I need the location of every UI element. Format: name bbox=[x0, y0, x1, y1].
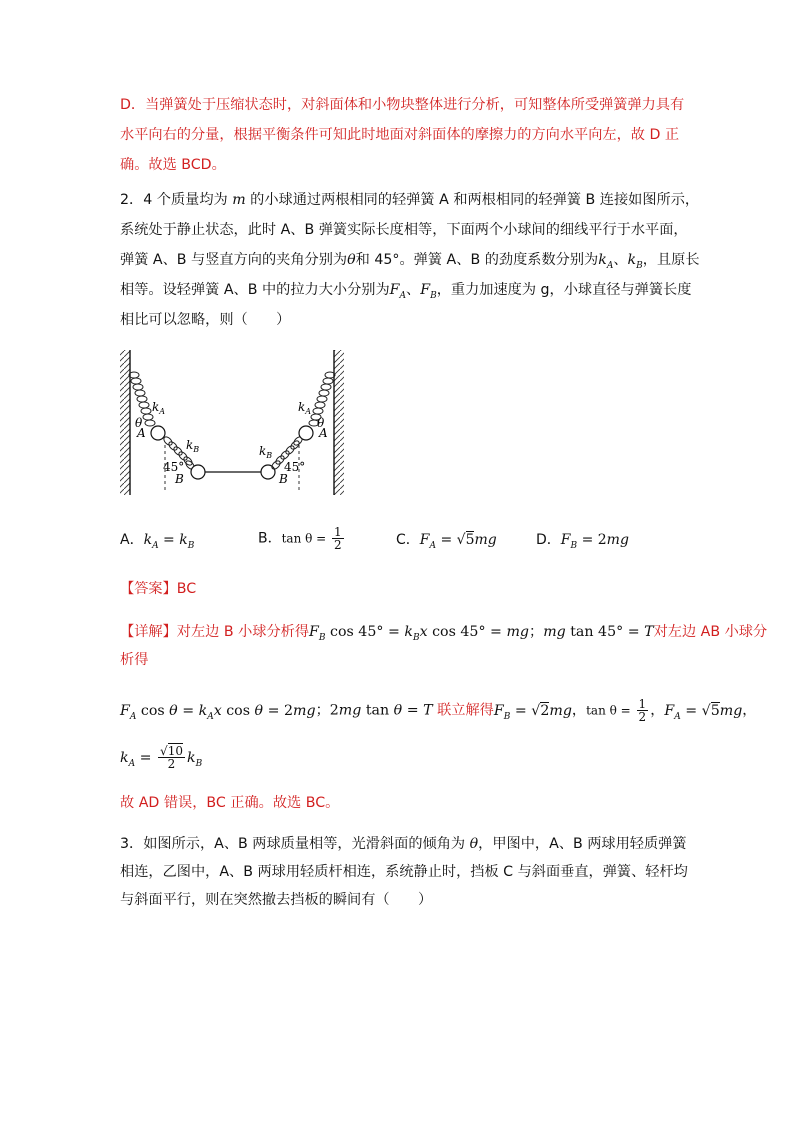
separator: ， bbox=[742, 702, 757, 719]
q3-text: 3．如图所示，A、B 两球质量相等，光滑斜面的倾角为 bbox=[120, 836, 470, 852]
ball-B-left bbox=[191, 465, 205, 479]
detail-line-3 bbox=[120, 698, 757, 726]
equation-8-fraction: $\frac{√10}{2}$ bbox=[160, 744, 183, 771]
detail-conclusion: 故 AD 错误，BC 正确。故选 BC。 bbox=[120, 795, 340, 811]
prev-answer-line-2: 水平向右的分量，根据平衡条件可知此时地面对斜面体的摩擦力的方向水平向左，故 D 正 bbox=[120, 127, 680, 143]
option-C-expr: $F_A = √5mg$ bbox=[419, 532, 497, 551]
q2-line-4 bbox=[120, 280, 691, 306]
equation-7: $F_A = √5mg$ bbox=[664, 702, 743, 722]
option-A-expr: $k_A = k_B$ bbox=[143, 532, 195, 551]
option-C[interactable] bbox=[396, 530, 497, 556]
ball-B-right bbox=[261, 465, 275, 479]
label-B-left: B bbox=[175, 472, 184, 486]
separator: ； bbox=[315, 702, 330, 719]
option-A-label: A． bbox=[120, 532, 144, 548]
prev-answer-line-1: D．当弹簧处于压缩状态时，对斜面体和小物块整体进行分析，可知整体所受弹簧弹力具有 bbox=[120, 97, 685, 113]
equation-8-rhs: $k_B$ bbox=[186, 749, 203, 769]
equation-3: $F_A$ $\cos \theta = k_Ax$ cos θ = 2mg bbox=[120, 702, 316, 722]
q2-text: 的小球通过两根相同的轻弹簧 A 和两根相同的轻弹簧 B 连接如图所示， bbox=[245, 192, 700, 208]
label-kA-right: $k_A$ bbox=[298, 400, 312, 416]
equation-5: $F_B = √2mg$ bbox=[493, 702, 572, 722]
label-B-right: B bbox=[279, 472, 288, 486]
q2-text: ，且原长 bbox=[642, 252, 700, 268]
separator: 、 bbox=[406, 282, 421, 298]
q2-text: 弹簧 A、B 与竖直方向的夹角分别为 bbox=[120, 252, 348, 268]
label-45-right: 45° bbox=[284, 460, 306, 474]
option-C-label: C． bbox=[396, 532, 420, 548]
q2-text: 相等。设轻弹簧 A、B 中的拉力大小分别为 bbox=[120, 282, 390, 298]
equation-6-fraction: $\frac{1}{2}$ bbox=[638, 697, 647, 724]
q2-line-2: 系统处于静止状态，此时 A、B 弹簧实际长度相等，下面两个小球间的细线平行于水平面， bbox=[120, 222, 688, 238]
answer-value: BC bbox=[176, 581, 197, 597]
label-kA-left: $k_A$ bbox=[152, 400, 166, 416]
option-D[interactable] bbox=[536, 530, 629, 556]
label-theta-left: θ bbox=[135, 416, 143, 430]
option-B-expr: tan θ = bbox=[281, 531, 331, 546]
option-D-label: D． bbox=[536, 532, 561, 548]
option-B[interactable] bbox=[258, 526, 346, 551]
theta-symbol: θ bbox=[347, 252, 356, 268]
equation-8: $k_A$ = bbox=[120, 749, 152, 769]
answer-label: 【答案】 bbox=[120, 581, 177, 597]
q2-text: 和 45°。弹簧 A、B 的劲度系数分别为 bbox=[355, 252, 599, 268]
FB-symbol: $F_B$ bbox=[420, 282, 437, 301]
equation-2: mg tan 45° = T bbox=[543, 624, 654, 640]
detail-text: 对左边 AB 小球分 bbox=[653, 624, 768, 640]
label-kB-right: $k_B$ bbox=[259, 444, 273, 460]
option-B-fraction: $\frac{1}{2}$ bbox=[334, 525, 342, 552]
q2-text: ，重力加速度为 g，小球直径与弹簧长度 bbox=[436, 282, 692, 298]
equation-1: $F_B$ $\cos 45^\circ = k_Bx$ cos 45° = mg bbox=[309, 624, 529, 643]
equation-6: tan θ = bbox=[586, 703, 635, 718]
q3-line-1 bbox=[120, 834, 687, 854]
q2-line-5: 相比可以忽略，则（ ） bbox=[120, 312, 291, 328]
separator: 、 bbox=[613, 252, 628, 268]
label-theta-right: θ bbox=[317, 416, 325, 430]
detail-line-4 bbox=[120, 745, 202, 773]
kA-symbol: $k_A$ bbox=[598, 252, 614, 271]
label-kB-left: $k_B$ bbox=[186, 438, 200, 454]
q3-line-2: 相连，乙图中，A、B 两球用轻质杆相连，系统静止时，挡板 C 与斜面垂直，弹簧、轻杆均 bbox=[120, 864, 688, 880]
detail-label: 【详解】 bbox=[120, 624, 177, 640]
right-wall-hatch bbox=[334, 350, 344, 495]
separator: ； bbox=[528, 624, 544, 640]
kB-symbol: $k_B$ bbox=[627, 252, 643, 271]
ball-A-right bbox=[299, 426, 313, 440]
answer-line bbox=[120, 579, 196, 599]
label-A-left: A bbox=[137, 426, 146, 440]
FA-symbol: $F_A$ bbox=[389, 282, 407, 301]
q2-line-3 bbox=[120, 250, 700, 276]
q3-line-3: 与斜面平行，则在突然撤去挡板的瞬间有（ ） bbox=[120, 892, 433, 908]
detail-text: 对左边 B 小球分析得 bbox=[176, 624, 310, 640]
equation-4: 2mg tan θ = T bbox=[329, 702, 433, 719]
option-B-label: B． bbox=[258, 530, 282, 547]
option-A[interactable] bbox=[120, 530, 194, 556]
detail-line-2: 析得 bbox=[120, 652, 149, 668]
separator: ， bbox=[571, 702, 587, 719]
spring-ball-diagram bbox=[118, 345, 358, 505]
detail-line-1 bbox=[120, 622, 767, 648]
left-wall-hatch bbox=[120, 350, 130, 495]
option-D-expr: $F_B = 2mg$ bbox=[560, 532, 629, 551]
q2-mass-symbol: m bbox=[232, 192, 246, 208]
label-45-left: 45° bbox=[163, 460, 185, 474]
q3-theta-symbol: θ bbox=[469, 836, 479, 852]
ball-A-left bbox=[151, 426, 165, 440]
q2-line-1 bbox=[120, 190, 699, 210]
prev-answer-line-3: 确。故选 BCD。 bbox=[120, 157, 226, 173]
label-A-right: A bbox=[319, 426, 328, 440]
detail-text: 联立解得 bbox=[437, 702, 494, 719]
q3-text: ，甲图中，A、B 两球用轻质弹簧 bbox=[478, 836, 687, 852]
q2-text: 2．4 个质量均为 bbox=[120, 192, 233, 208]
separator: ， bbox=[650, 702, 665, 719]
